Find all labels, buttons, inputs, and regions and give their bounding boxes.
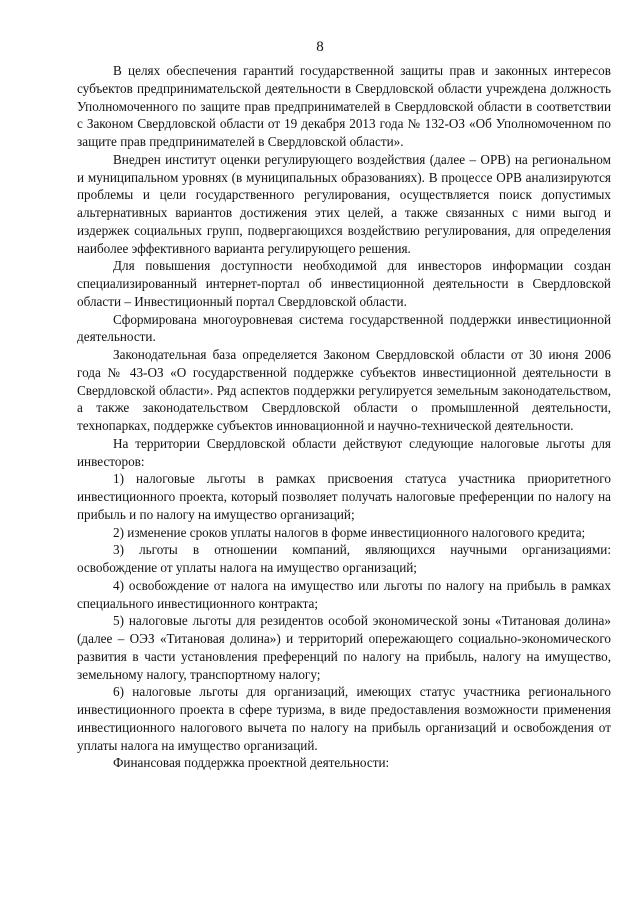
list-item-tax-benefit-6: 6) налоговые льготы для организаций, имеющих статус участника регионального инвестиционного проекта в сфере туризма, в виде предоставления возможности применения инвестиционного налогового вычета по налогу на прибыль организаций и освобождения от уплаты налога на имущество организаций.: [77, 684, 611, 753]
paragraph-financial-support-heading: Финансовая поддержка проектной деятельности:: [113, 755, 390, 771]
paragraph-support-system: Сформирована многоуровневая система государственной поддержки инвестиционной деятельности.: [77, 311, 611, 345]
list-item-tax-benefit-2: 2) изменение сроков уплаты налогов в форме инвестиционного налогового кредита;: [113, 524, 586, 540]
paragraph-orv: Внедрен институт оценки регулирующего воздействия (далее – ОРВ) на региональном и муниципальном уровнях (в муниципальных образованиях). В процессе ОРВ анализируются проблемы и цели государственного регулирования, осуществляется поиск допустимых альтернативных вариантов достижения этих целей, а также связанных с ними выгод и издержек социальных групп, подвергающихся воздействию регулирования, для определения наиболее эффективного варианта регулирующего решения.: [77, 151, 611, 256]
list-item-tax-benefit-3: 3) льготы в отношении компаний, являющихся научными организациями: освобождение от уплаты налога на имущество организаций;: [77, 542, 611, 575]
document-body: [77, 62, 611, 772]
page-number: 8: [316, 39, 324, 55]
paragraph-ombudsman: В целях обеспечения гарантий государственной защиты прав и законных интересов субъектов предпринимательской деятельности в Свердловской области учреждена должность Уполномоченного по защите прав предпринимателей в Свердловской области в соответствии с Законом Свердловской области от 19 декабря 2013 года № 132-ОЗ «Об Уполномоченном по защите прав предпринимателей в Свердловской области».: [77, 63, 611, 149]
paragraph-tax-benefits-intro: На территории Свердловской области действуют следующие налоговые льготы для инвесторов:: [77, 435, 611, 469]
paragraph-legislation: Законодательная база определяется Законом Свердловской области от 30 июня 2006 года № 43-ОЗ «О государственной поддержке субъектов инвестиционной деятельности в Свердловской области». Ряд аспектов поддержки регулируется земельным законодательством, а также законодательством Свердловской области о промышленной деятельности, технопарках, поддержке субъектов инновационной и научно-технической деятельности.: [77, 347, 611, 433]
list-item-tax-benefit-4: 4) освобождение от налога на имущество или льготы по налогу на прибыль в рамках специального инвестиционного контракта;: [77, 577, 611, 611]
paragraph-investment-portal: Для повышения доступности необходимой для инвесторов информации создан специализированный интернет-портал об инвестиционной деятельности в Свердловской области – Инвестиционный портал Свердловской области.: [77, 258, 611, 309]
list-item-tax-benefit-1: 1) налоговые льготы в рамках присвоения статуса участника приоритетного инвестиционного проекта, который позволяет получать налоговые преференции по налогу на прибыль и по налогу на имущество организаций;: [77, 471, 611, 522]
list-item-tax-benefit-5: 5) налоговые льготы для резидентов особой экономической зоны «Титановая долина» (далее – ОЭЗ «Титановая долина») и территорий опережающего социально-экономического развития в части установления преференций по налогу на прибыль, налогу на имущество, земельному налогу, транспортному налогу;: [77, 613, 611, 682]
